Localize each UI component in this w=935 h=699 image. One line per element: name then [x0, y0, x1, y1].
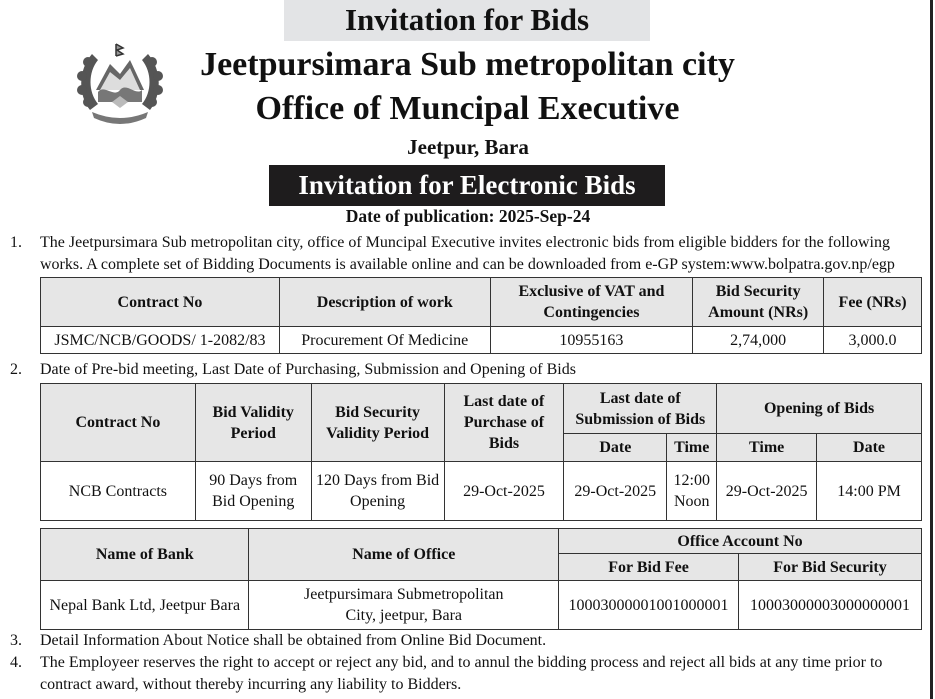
header-office-account: Office Account No [559, 529, 922, 554]
cell-bank-name: Nepal Bank Ltd, Jeetpur Bara [41, 581, 249, 630]
government-emblem-icon [70, 40, 170, 126]
item-number: 3. [10, 632, 22, 649]
header-bid-fee-account: For Bid Fee [559, 554, 739, 581]
header-last-purchase: Last date of Purchase of Bids [444, 384, 564, 462]
location: Jeetpur, Bara [407, 135, 529, 159]
header-opening-time: Time [717, 434, 817, 462]
item-number: 1. [10, 234, 22, 251]
cell-bid-security-validity: 120 Days from Bid Opening [311, 462, 444, 521]
cell-bid-security-amount: 2,74,000 [693, 327, 824, 354]
item-number: 4. [10, 654, 22, 671]
cell-opening-time: 29-Oct-2025 [717, 462, 817, 521]
office-name: Office of Muncipal Executive [255, 90, 680, 127]
header-exclusive-vat: Exclusive of VAT and Contingencies [490, 278, 693, 327]
cell-exclusive-vat: 10955163 [490, 327, 693, 354]
header-bid-security-validity: Bid Security Validity Period [311, 384, 444, 462]
header-opening-date: Date [817, 434, 922, 462]
cell-submission-date: 29-Oct-2025 [564, 462, 667, 521]
item-text-line: Detail Information About Notice shall be obtained from Online Bid Document. [40, 632, 547, 649]
cell-submission-time: 12:00 Noon [667, 462, 717, 521]
cell-bid-security-account: 10003000003000000001 [739, 581, 922, 630]
electronic-bids-banner: Invitation for Electronic Bids [269, 165, 665, 206]
header-bid-validity: Bid Validity Period [195, 384, 311, 462]
header-bid-security-account: For Bid Security [739, 554, 922, 581]
cell-bid-validity: 90 Days from Bid Opening [195, 462, 311, 521]
schedule-table [40, 383, 922, 521]
header-submission-date: Date [564, 434, 667, 462]
notice-title: Invitation for Bids [284, 0, 650, 41]
cell-description: Procurement Of Medicine [279, 327, 490, 354]
cell-bid-fee-account: 10003000001001000001 [559, 581, 739, 630]
header-fee: Fee (NRs) [824, 278, 922, 327]
item-text-line: contract award, without thereby incurring any liability to Bidders. [40, 676, 462, 693]
header-contract-no: Contract No [41, 384, 196, 462]
organization-name: Jeetpursimara Sub metropolitan city [200, 46, 735, 83]
bank-account-table [40, 528, 922, 630]
item-text-line: The Jeetpursimara Sub metropolitan city, office of Muncipal Executive invites electronic bids from eligible bidders for the following [40, 234, 890, 251]
cell-contract-no: NCB Contracts [41, 462, 196, 521]
header-last-submission: Last date of Submission of Bids [564, 384, 717, 434]
cell-fee: 3,000.0 [824, 327, 922, 354]
item-number: 2. [10, 361, 22, 378]
header-bid-security-amount: Bid Security Amount (NRs) [693, 278, 824, 327]
item-text-line: The Employeer reserves the right to accept or reject any bid, and to annul the bidding process and reject all bids at any time prior to [40, 654, 883, 671]
cell-office-name: Jeetpursimara Submetropolitan City, jeetpur, Bara [249, 581, 559, 630]
header-bank-name: Name of Bank [41, 529, 249, 581]
header-submission-time: Time [667, 434, 717, 462]
header-opening: Opening of Bids [717, 384, 922, 434]
table-row [41, 327, 922, 354]
header-contract-no: Contract No [41, 278, 280, 327]
item-text-line: Date of Pre-bid meeting, Last Date of Purchasing, Submission and Opening of Bids [40, 361, 576, 378]
contract-table [40, 277, 922, 354]
cell-last-purchase: 29-Oct-2025 [444, 462, 564, 521]
cell-contract-no: JSMC/NCB/GOODS/ 1-2082/83 [41, 327, 280, 354]
table-row [41, 462, 922, 521]
publication-date: Date of publication: 2025-Sep-24 [345, 206, 591, 226]
header-office-name: Name of Office [249, 529, 559, 581]
item-text-line: works. A complete set of Bidding Documents is available online and can be downloaded from e-GP system:www.bolpatra.gov.np/egp [40, 255, 895, 273]
table-row [41, 581, 922, 630]
header-description: Description of work [279, 278, 490, 327]
cell-opening-date: 14:00 PM [817, 462, 922, 521]
